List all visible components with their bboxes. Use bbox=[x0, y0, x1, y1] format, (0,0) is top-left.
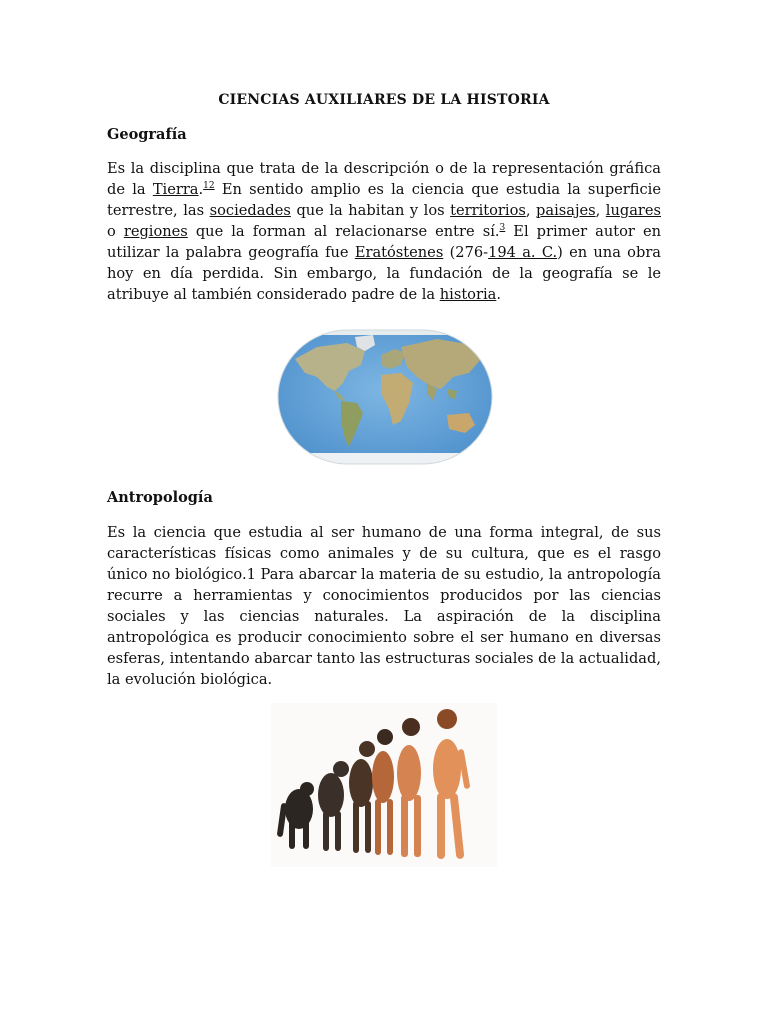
text-run: El primer autor en utilizar la palabra geografía fue bbox=[107, 223, 661, 261]
text-run: ) en una obra hoy en día perdida. Sin embargo, la fundación de la geografía se le atribuye al también considerado padre de la bbox=[107, 244, 661, 303]
human-evolution-image bbox=[271, 703, 497, 867]
text-run: Es la disciplina que trata de la descripción o de la representación gráfica de la bbox=[107, 160, 661, 198]
link-194-ac[interactable]: 194 a. C. bbox=[488, 244, 558, 261]
text-run: . bbox=[496, 286, 501, 303]
link-historia[interactable]: historia bbox=[439, 286, 497, 303]
text-run: . bbox=[198, 181, 204, 198]
document-title: CIENCIAS AUXILIARES DE LA HISTORIA bbox=[218, 92, 550, 108]
link-lugares[interactable]: lugares bbox=[605, 202, 662, 219]
text-run: o bbox=[107, 223, 124, 240]
link-tierra[interactable]: Tierra bbox=[152, 181, 199, 198]
text-run: , bbox=[525, 202, 537, 219]
link-territorios[interactable]: territorios bbox=[450, 202, 526, 219]
link-eratostenes[interactable]: Eratóstenes bbox=[354, 244, 444, 261]
citation-12[interactable]: 12 bbox=[203, 181, 215, 191]
link-paisajes[interactable]: paisajes bbox=[536, 202, 596, 219]
link-regiones[interactable]: regiones bbox=[123, 223, 188, 240]
text-run: , bbox=[595, 202, 606, 219]
heading-antropologia: Antropología bbox=[107, 489, 213, 506]
text-run: que la forman al relacionarse entre sí. bbox=[187, 223, 500, 240]
text-run: (276- bbox=[443, 244, 489, 261]
heading-geografia: Geografía bbox=[107, 126, 187, 143]
text-run: En sentido amplio es la ciencia que estudia la superficie terrestre, las bbox=[107, 181, 661, 219]
paragraph-antropologia: Es la ciencia que estudia al ser humano de una forma integral, de sus características físicas como animales y de su cultura, que es el rasgo único no biológico.1 Para abarcar la materia de su estudio, la antropología recurre a herramientas y conocimientos producidos por las ciencias sociales y las ciencias naturales. La aspiración de la disciplina antropológica es producir conocimiento sobre el ser humano en diversas esferas, intentando abarcar tanto las estructuras sociales de la actualidad, la evolución biológica. bbox=[107, 524, 661, 688]
citation-3[interactable]: 3 bbox=[499, 223, 506, 233]
link-sociedades[interactable]: sociedades bbox=[209, 202, 291, 219]
paragraph-geografia bbox=[107, 158, 661, 305]
world-map-image bbox=[277, 329, 493, 465]
text-run: que la habitan y los bbox=[290, 202, 451, 219]
